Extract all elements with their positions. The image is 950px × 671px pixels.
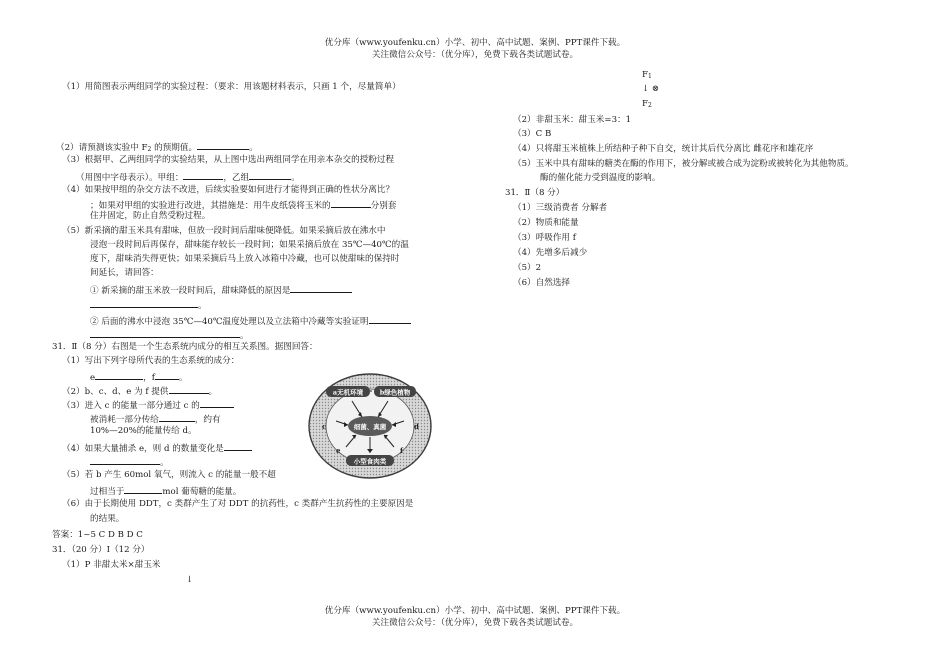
q4-blank [331, 198, 371, 208]
q31-5-line-2 [90, 484, 241, 498]
q5-line-2: 浸泡一段时间后再保存，甜味能存较长一段时间；如果采摘后放在 35℃—40℃的温 [90, 240, 409, 250]
label-b: b绿色植物 [379, 388, 411, 397]
q31-4-end: 。 [160, 458, 169, 468]
q1-text: （1）用简图表示两组同学的实验过程：（要求：用该题材料表示，只画 1 个，尽量简单） [62, 82, 401, 92]
q5-line-1: （5）新采摘的甜玉米具有甜味，但放一段时间后甜味便降低。如果采摘后放在沸水中 [62, 226, 386, 236]
answer-3: （3）C B [513, 129, 552, 139]
answer-ii-3: （3）呼吸作用 f [513, 233, 576, 243]
answer-ii-2: （2）物质和能量 [513, 218, 579, 228]
q31-6-line-2: 的结果。 [90, 514, 125, 524]
q5-line-4: 间延长，请回答： [90, 268, 159, 278]
q5-sub-2-cont [90, 328, 249, 342]
label-d: d [414, 422, 419, 431]
header-line-1: 优分库（www.youfenku.cn）小学、初中、高中试题、案例、PPT课件下载。 [324, 38, 626, 48]
q2-part-a: （2）请预测该实验中 F [56, 143, 148, 153]
answer-31-1: （1）P 非甜太米×甜玉米 [62, 560, 161, 570]
q3-part-a: （用图中字母表示）。甲组： [76, 173, 184, 183]
q31-4-blank [224, 441, 252, 451]
q5-sub-1-end: 。 [198, 301, 207, 311]
q31-2-blank [169, 384, 209, 394]
q3-blank-jia [183, 170, 223, 180]
q31-3-text: （3）进入 c 的能量一部分通过 c 的 [62, 401, 200, 411]
q5-sub-2-end: 。 [240, 331, 249, 341]
q5-sub-1 [90, 283, 352, 297]
q31-6: （6）由于长期使用 DDT，c 类群产生了对 DDT 的抗药性，c 类群产生抗药性的主要原因是 [62, 499, 414, 509]
label-f: f [400, 446, 404, 455]
q2-text [56, 140, 258, 154]
answer-31: 31．（20 分）Ⅰ（12 分） [52, 545, 150, 555]
label-e: e [336, 446, 341, 455]
q31-1-f: ，f [143, 373, 155, 383]
q2-subscript: 2 [147, 146, 152, 153]
q5-sub-1-blank [290, 283, 352, 293]
q2-blank [197, 140, 249, 150]
q2-end: 。 [249, 143, 258, 153]
ecosystem-diagram [306, 371, 434, 481]
label-bottom: 小型食肉类 [353, 457, 387, 466]
label-center: 细菌、真菌 [353, 423, 387, 431]
q31-5-text-c: mol 葡萄糖的能量。 [162, 487, 242, 497]
q4-line-1: （4）如果按甲组的杂交方法不改进，后续实验要如何进行才能得到正确的性状分离比？ [62, 185, 395, 195]
q3-line-2 [76, 170, 300, 184]
q3-blank-yi [249, 170, 291, 180]
f1-subscript: 1 [647, 73, 652, 80]
q4-part-a: ；如果对甲组的实验进行改进，其措施是：用牛皮纸袋将玉米的 [90, 201, 331, 211]
q4-part-b: 分别套 [370, 201, 397, 211]
q5-sub-1-text: ① 新采摘的甜玉米放一段时间后，甜味降低的原因是 [90, 286, 291, 296]
label-a: a无机环境 [332, 388, 364, 397]
answer-label: 答案：1~5 C D B D C [52, 530, 143, 540]
q31-5-blank [124, 484, 162, 494]
q5-sub-2-text: ② 后面的沸水中浸泡 35℃—40℃温度处理以及立法箱中冷藏等实验证明 [90, 317, 369, 327]
q31-4-cont [90, 455, 169, 469]
q5-line-3: 度下，甜味消失得更快；如果采摘后马上放入冰箱中冷藏，也可以使甜味的保持时 [90, 254, 400, 264]
q31-3-line-3: 10%—20%的能量传给 d。 [90, 426, 197, 436]
answer-2: （2）非甜玉米：甜玉米=3：1 [513, 115, 632, 125]
q5-sub-2-blank-2 [90, 328, 240, 338]
q3-part-b: ，乙组 [223, 173, 250, 183]
q31-5-text-b: 过相当于 [90, 487, 125, 497]
q31-5: （5）若 b 产生 60mol 氧气，则流入 c 的能量一般不超 [62, 470, 276, 480]
answer-arrow: ↓ [186, 575, 194, 585]
answer-ii-5: （5）2 [513, 263, 542, 273]
q2-part-b: 的预期值。 [151, 143, 198, 153]
answer-4: （4）只将甜玉米植株上所结种子种下自交，统计其后代分离比 雌花序和雄花序 [513, 144, 814, 154]
q31-4 [62, 441, 252, 455]
answer-ii-6: （6）自然选择 [513, 278, 571, 288]
q5-sub-1-cont [90, 298, 207, 312]
q31-3-text-b: 被消耗一部分传给 [90, 415, 159, 425]
q31-4-text: （4）如果大量捕杀 e，则 d 的数量变化是 [62, 444, 224, 454]
f2-subscript: 2 [647, 102, 652, 109]
q31-3-blank-1 [200, 398, 234, 408]
q3-line-1: （3）根据甲、乙两组同学的实验结果，从上图中选出两组同学在用亲本杂交的授粉过程 [62, 155, 395, 165]
q31-1-blanks [90, 370, 187, 384]
page-footer [0, 606, 950, 630]
q31-4-blank-2 [90, 455, 160, 465]
answer-ii-4: （4）先增多后减少 [513, 248, 588, 258]
label-c: c [322, 422, 327, 431]
q31-2 [62, 384, 217, 398]
q4-line-2 [90, 198, 396, 212]
footer-line-2: 关注微信公众号：（优分库），免费下载各类试题试卷。 [371, 618, 579, 628]
q5-sub-2-blank [369, 314, 411, 324]
q5-sub-2 [90, 314, 411, 328]
q4-line-3: 住并固定，防止自然受粉过程。 [90, 211, 211, 221]
q31-1-f-blank [155, 370, 179, 380]
q31-1-e-blank [95, 370, 143, 380]
q31-2-end: 。 [208, 387, 218, 397]
footer-line-1: 优分库（www.youfenku.cn）小学、初中、高中试题、案例、PPT课件下载。 [324, 606, 626, 616]
q31-3-blank-2 [159, 412, 195, 422]
answer-ii-1: （1）三级消费者 分解者 [513, 203, 608, 213]
answer-5-line-1: （5）玉米中具有甜味的糖类在酶的作用下，被分解或被合成为淀粉或被转化为其他物质。 [513, 159, 854, 169]
q3-part-c: 。 [291, 173, 300, 183]
q31-1-e: e [90, 373, 96, 383]
q5-sub-1-blank-2 [90, 298, 198, 308]
f1-text: F [642, 70, 648, 80]
q31-3-line-2 [90, 412, 221, 426]
q31-1-end: 。 [178, 373, 188, 383]
q31-1: （1）写出下列字母所代表的生态系统的成分： [62, 356, 240, 366]
q31-2-text: （2）b、c、d、e 为 f 提供 [62, 387, 169, 397]
q31-3 [62, 398, 234, 412]
f2-text: F [642, 99, 648, 109]
page-header [0, 38, 950, 62]
q31-3-text-c: ，约有 [194, 415, 221, 425]
answer-5-line-2: 酶的催化能力受到温度的影响。 [540, 173, 661, 183]
q31-title: 31．Ⅱ（8 分）右图是一个生态系统内成分的相互关系图。据图回答： [52, 342, 318, 352]
f1-label [642, 70, 652, 81]
f2-label [642, 99, 652, 110]
self-cross-symbol: ↓ ⊗ [642, 84, 660, 94]
answer-ii-title: 31．Ⅱ（8 分） [505, 188, 565, 198]
header-line-2: 关注微信公众号：（优分库），免费下载各类试题试卷。 [371, 50, 579, 60]
